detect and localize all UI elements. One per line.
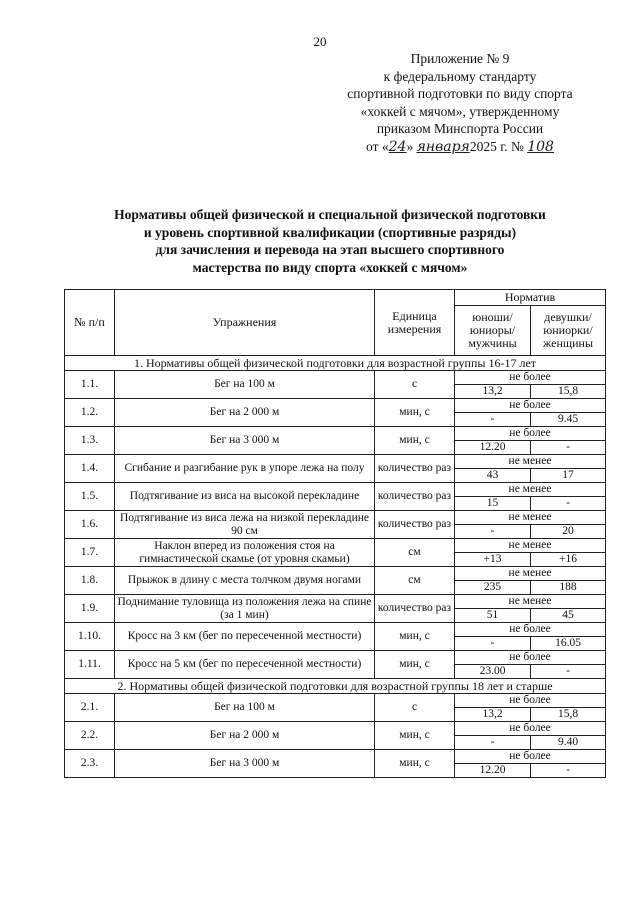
row-condition: не менее [455,455,606,469]
row-value-boys: 51 [455,609,531,623]
header-norm: Норматив [455,290,606,306]
row-number: 1.2. [65,399,115,427]
appendix-line-1: Приложение № 9 [410,51,510,66]
row-value-girls: 9.40 [531,736,606,750]
row-condition: не более [455,427,606,441]
row-value-girls: - [531,441,606,455]
row-condition: не более [455,371,606,385]
row-number: 1.5. [65,483,115,511]
row-value-boys: 235 [455,581,531,595]
row-exercise: Бег на 100 м [115,371,375,399]
date-mid: » [406,138,414,154]
title-line-2: и уровень спортивной квалификации (спортивные разряды) [143,224,517,240]
row-exercise: Прыжок в длину с места толчком двумя ногами [115,567,375,595]
handwritten-day: 24 [388,138,407,155]
row-exercise: Кросс на 3 км (бег по пересеченной местности) [115,623,375,651]
row-value-boys: - [455,736,531,750]
table-row [65,399,606,413]
header-boys: юноши/ юниоры/ мужчины [455,306,531,356]
row-value-girls: 17 [531,469,606,483]
handwritten-month: января [416,138,470,155]
row-value-girls: 9.45 [531,413,606,427]
date-year: 2025 г. № [469,138,524,154]
row-value-boys: 13,2 [455,708,531,722]
appendix-line-5: приказом Минспорта России [376,121,544,136]
row-exercise: Бег на 2 000 м [115,399,375,427]
row-exercise: Бег на 2 000 м [115,722,375,750]
row-number: 1.1. [65,371,115,399]
row-value-boys: - [455,413,531,427]
row-value-girls: - [531,665,606,679]
row-condition: не более [455,651,606,665]
table-row [65,595,606,609]
section-title: 1. Нормативы общей физической подготовки для возрастной группы 16-17 лет [65,356,606,371]
row-value-boys: 12.20 [455,764,531,778]
row-condition: не менее [455,539,606,553]
table-row [65,483,606,497]
row-number: 2.3. [65,750,115,778]
row-number: 1.8. [65,567,115,595]
row-exercise: Наклон вперед из положения стоя на гимнастической скамье (от уровня скамьи) [115,539,375,567]
row-exercise: Сгибание и разгибание рук в упоре лежа на полу [115,455,375,483]
row-value-boys: 43 [455,469,531,483]
title-line-1: Нормативы общей физической и специальной физической подготовки [114,207,546,222]
row-number: 2.1. [65,694,115,722]
row-value-girls: 16.05 [531,637,606,651]
row-exercise: Подтягивание из виса лежа на низкой перекладине 90 см [115,511,375,539]
row-value-boys: 12.20 [455,441,531,455]
row-unit: с [375,371,455,399]
row-condition: не менее [455,567,606,581]
row-value-girls: 20 [531,525,606,539]
row-value-girls: 45 [531,609,606,623]
row-exercise: Подтягивание из виса на высокой перекладине [115,483,375,511]
row-unit: мин, с [375,750,455,778]
header-num: № п/п [65,290,115,356]
title-line-3: для зачисления и перевода на этап высшего спортивного [155,242,505,257]
row-value-girls: +16 [531,553,606,567]
row-value-boys: - [455,637,531,651]
row-unit: мин, с [375,399,455,427]
date-prefix: от « [366,138,389,154]
table-row [65,371,606,385]
table-row [65,455,606,469]
section-title: 2. Нормативы общей физической подготовки для возрастной группы 18 лет и старше [65,679,606,694]
row-value-boys: +13 [455,553,531,567]
appendix-line-3: спортивной подготовки по виду спорта [347,86,573,101]
row-unit: см [375,539,455,567]
row-unit: с [375,694,455,722]
row-condition: не более [455,399,606,413]
appendix-date-line [330,138,590,157]
appendix-line-2: к федеральному стандарту [383,68,537,84]
row-exercise: Бег на 3 000 м [115,427,375,455]
row-unit: мин, с [375,722,455,750]
row-exercise: Кросс на 5 км (бег по пересеченной местности) [115,651,375,679]
row-exercise: Бег на 100 м [115,694,375,722]
row-value-boys: 15 [455,497,531,511]
table-row [65,623,606,637]
row-number: 1.7. [65,539,115,567]
handwritten-number: 108 [527,138,554,155]
document-title [60,206,600,276]
row-value-girls: 15,8 [531,385,606,399]
row-number: 1.9. [65,595,115,623]
row-unit: количество раз [375,595,455,623]
row-value-boys: 13,2 [455,385,531,399]
appendix-line-4: «хоккей с мячом», утвержденному [360,103,560,119]
table-row [65,750,606,764]
title-line-4: мастерства по виду спорта «хоккей с мячом» [192,259,468,275]
table-row [65,427,606,441]
row-condition: не менее [455,483,606,497]
row-condition: не менее [455,595,606,609]
row-value-girls: - [531,764,606,778]
row-value-girls: 15,8 [531,708,606,722]
row-unit: количество раз [375,483,455,511]
table-row [65,539,606,553]
row-condition: не более [455,750,606,764]
row-unit: количество раз [375,455,455,483]
row-condition: не более [455,694,606,708]
row-value-boys: 23.00 [455,665,531,679]
row-number: 1.10. [65,623,115,651]
row-condition: не менее [455,511,606,525]
row-condition: не более [455,722,606,736]
row-exercise: Бег на 3 000 м [115,750,375,778]
row-number: 1.6. [65,511,115,539]
page-number: 20 [313,34,327,49]
row-number: 1.11. [65,651,115,679]
row-unit: мин, с [375,651,455,679]
row-unit: количество раз [375,511,455,539]
row-number: 1.3. [65,427,115,455]
header-exercise: Упражнения [115,290,375,356]
table-row [65,651,606,665]
table-row [65,694,606,708]
row-number: 1.4. [65,455,115,483]
table-row [65,722,606,736]
table-row [65,567,606,581]
table-row [65,511,606,525]
row-unit: мин, с [375,623,455,651]
row-unit: мин, с [375,427,455,455]
row-exercise: Поднимание туловища из положения лежа на спине (за 1 мин) [115,595,375,623]
header-girls: девушки/ юниорки/ женщины [531,306,606,356]
header-unit: Единица измерения [375,290,455,356]
norms-table [64,289,606,778]
row-number: 2.2. [65,722,115,750]
row-value-girls: 188 [531,581,606,595]
appendix-block [330,50,590,156]
row-unit: см [375,567,455,595]
row-condition: не более [455,623,606,637]
row-value-boys: - [455,525,531,539]
row-value-girls: - [531,497,606,511]
